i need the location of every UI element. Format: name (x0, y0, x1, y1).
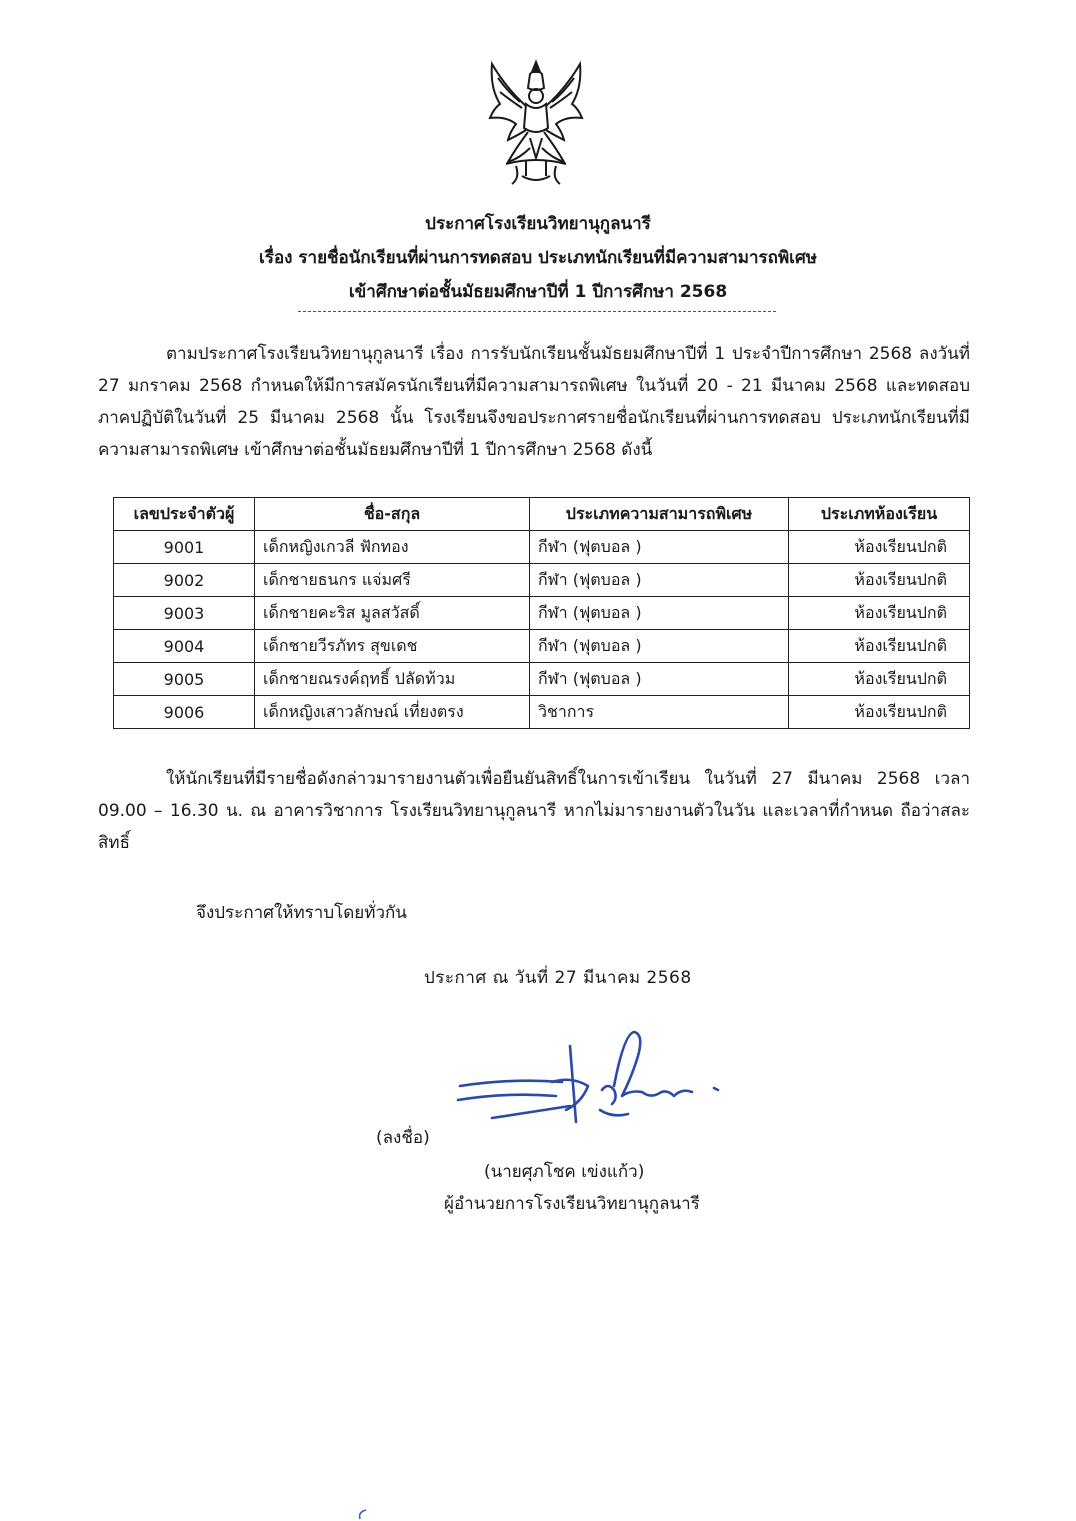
column-header-ability: ประเภทความสามารถพิเศษ (530, 498, 789, 531)
signer-position: ผู้อำนวยการโรงเรียนวิทยานุกูลนารี (444, 1194, 700, 1214)
signer-name: (นายศุภโชค เข่งแก้ว) (484, 1162, 645, 1182)
table-row (114, 597, 970, 630)
cell-classroom: ห้องเรียนปกติ (789, 531, 970, 564)
announcement-title: ประกาศโรงเรียนวิทยานุกูลนารี (425, 214, 651, 234)
cell-classroom: ห้องเรียนปกติ (789, 564, 970, 597)
cell-ability: กีฬา (ฟุตบอล ) (530, 663, 789, 696)
cell-classroom: ห้องเรียนปกติ (789, 696, 970, 729)
column-header-id: เลขประจำตัวผู้ (114, 498, 255, 531)
signature-icon (452, 1026, 742, 1136)
stray-mark-icon (354, 1508, 370, 1520)
students-table (113, 497, 970, 729)
cell-name: เด็กชายคะริส มูลสวัสดิ์ (255, 597, 530, 630)
cell-id: 9003 (114, 597, 255, 630)
cell-id: 9001 (114, 531, 255, 564)
instructions-paragraph: ให้นักเรียนที่มีรายชื่อดังกล่าวมารายงานตัวเพื่อยืนยันสิทธิ์ในการเข้าเรียน ในวันที่ 27 มีนาคม 2568 เวลา 09.00 – 16.30 น. ณ อาคารวิชาการ โรงเรียนวิทยานุกูลนารี หากไม่มารายงานตัวในวัน และเวลาที่กำหนด ถือว่าสละสิทธิ์ (98, 769, 970, 853)
announcement-date: ประกาศ ณ วันที่ 27 มีนาคม 2568 (424, 968, 692, 988)
table-row (114, 663, 970, 696)
column-header-name: ชื่อ-สกุล (255, 498, 530, 531)
table-row (114, 531, 970, 564)
table-row (114, 696, 970, 729)
cell-name: เด็กชายธนกร แจ่มศรี (255, 564, 530, 597)
cell-id: 9006 (114, 696, 255, 729)
cell-name: เด็กชายณรงค์ฤทธิ์ ปลัดท้วม (255, 663, 530, 696)
cell-classroom: ห้องเรียนปกติ (789, 663, 970, 696)
cell-ability: กีฬา (ฟุตบอล ) (530, 597, 789, 630)
cell-ability: กีฬา (ฟุตบอล ) (530, 564, 789, 597)
table-row (114, 630, 970, 663)
dashed-divider (298, 311, 776, 312)
cell-name: เด็กชายวีรภัทร สุขเดช (255, 630, 530, 663)
table-header-row (114, 498, 970, 531)
garuda-emblem-icon (486, 58, 586, 190)
announcement-subject: เรื่อง รายชื่อนักเรียนที่ผ่านการทดสอบ ประเภทนักเรียนที่มีความสามารถพิเศษ (259, 248, 817, 268)
cell-ability: วิชาการ (530, 696, 789, 729)
cell-name: เด็กหญิงเสาวลักษณ์ เที่ยงตรง (255, 696, 530, 729)
cell-ability: กีฬา (ฟุตบอล ) (530, 531, 789, 564)
table-row (114, 564, 970, 597)
cell-classroom: ห้องเรียนปกติ (789, 597, 970, 630)
intro-paragraph: ตามประกาศโรงเรียนวิทยานุกูลนารี เรื่อง การรับนักเรียนชั้นมัธยมศึกษาปีที่ 1 ประจำปีการศึกษา 2568 ลงวันที่ 27 มกราคม 2568 กำหนดให้มีการสมัครนักเรียนที่มีความสามารถพิเศษ ในวันที่ 20 - 21 มีนาคม 2568 และทดสอบภาคปฏิบัติในวันที่ 25 มีนาคม 2568 นั้น โรงเรียนจึงขอประกาศรายชื่อนักเรียนที่ผ่านการทดสอบ ประเภทนักเรียนที่มีความสามารถพิเศษ เข้าศึกษาต่อชั้นมัธยมศึกษาปีที่ 1 ปีการศึกษา 2568 ดังนี้ (98, 344, 970, 460)
column-header-classroom: ประเภทห้องเรียน (789, 498, 970, 531)
cell-id: 9002 (114, 564, 255, 597)
cell-classroom: ห้องเรียนปกติ (789, 630, 970, 663)
cell-name: เด็กหญิงเกวลี ฟักทอง (255, 531, 530, 564)
closing-line: จึงประกาศให้ทราบโดยทั่วกัน (196, 903, 407, 923)
signed-label: (ลงชื่อ) (376, 1128, 430, 1148)
announcement-subtitle: เข้าศึกษาต่อชั้นมัธยมศึกษาปีที่ 1 ปีการศึกษา 2568 (348, 282, 728, 302)
cell-id: 9004 (114, 630, 255, 663)
cell-id: 9005 (114, 663, 255, 696)
cell-ability: กีฬา (ฟุตบอล ) (530, 630, 789, 663)
